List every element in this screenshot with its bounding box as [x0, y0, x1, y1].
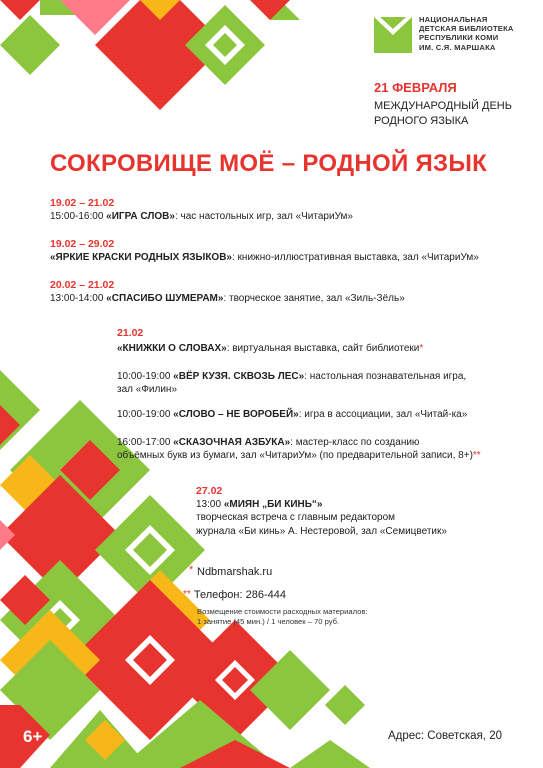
schedule-desc: : игра в ассоциации, зал «Читай-ка» — [298, 409, 468, 420]
schedule-date: 19.02 – 29.02 — [50, 238, 115, 250]
schedule-time: 15:00-16:00 — [50, 211, 107, 223]
day27-date: 27.02 — [196, 485, 223, 497]
library-name-line: ДЕТСКАЯ БИБЛИОТЕКА — [419, 24, 514, 34]
schedule-title: «ЯРКИЕ КРАСКИ РОДНЫХ ЯЗЫКОВ» — [50, 252, 232, 264]
age-rating-badge: 6+ — [23, 727, 43, 746]
main-title: СОКРОВИЩЕ МОЁ – РОДНОЙ ЯЗЫК — [50, 150, 488, 177]
schedule-title: «СЛОВО – НЕ ВОРОБЕЙ» — [173, 409, 299, 420]
schedule-text — [50, 251, 479, 264]
schedule-title: «МИЯН „БИ КИНЬ“» — [223, 499, 323, 511]
day21-item — [117, 342, 423, 355]
schedule-title: «СПАСИБО ШУМЕРАМ» — [106, 293, 224, 305]
library-name-line: ИМ. С.Я. МАРШАКА — [419, 42, 496, 52]
schedule-title: «КНИЖКИ О СЛОВАХ» — [117, 343, 227, 354]
cost-line: Возмещение стоимости расходных материалов: — [197, 607, 368, 616]
event-date: 21 ФЕВРАЛЯ — [374, 80, 457, 95]
schedule-title: «ИГРА СЛОВ» — [106, 211, 175, 223]
day21-date: 21.02 — [117, 327, 144, 339]
phone-number: Телефон: 286-444 — [193, 589, 286, 601]
schedule-desc-line2: зал «Филин» — [117, 384, 178, 396]
day21-item — [117, 370, 466, 396]
day21-item — [117, 408, 467, 421]
cost-note — [197, 607, 367, 627]
schedule-item — [50, 197, 353, 223]
library-name — [419, 15, 539, 52]
footnote-mark: ** — [472, 450, 481, 462]
top-ornament — [0, 0, 300, 110]
schedule-item — [50, 238, 479, 264]
schedule-text — [50, 292, 405, 305]
schedule-desc: : творческое занятие, зал «Зиль-Зёль» — [223, 293, 405, 305]
library-logo-icon — [374, 17, 412, 53]
schedule-item — [50, 279, 405, 305]
schedule-time: 13:00-14:00 — [50, 293, 107, 305]
cost-line: 1 занятие (45 мин.) / 1 человек – 70 руб. — [197, 617, 340, 626]
event-name — [374, 99, 539, 129]
schedule-title: «СКАЗОЧНАЯ АЗБУКА» — [173, 437, 291, 448]
schedule-desc: : настольная познавательная игра, — [304, 371, 467, 382]
schedule-time: 13:00 — [196, 499, 224, 511]
schedule-desc: : час настольных игр, зал «ЧитариУм» — [174, 211, 353, 223]
schedule-desc: : мастер-класс по созданию — [290, 437, 420, 448]
day27-desc-line: журнала «Би кинь» А. Нестеровой, зал «Семицветик» — [196, 525, 447, 537]
day21-item — [117, 436, 481, 462]
schedule-desc: : виртуальная выставка, сайт библиотеки — [226, 343, 420, 354]
library-name-line: НАЦИОНАЛЬНАЯ — [419, 15, 488, 24]
address: Адрес: Советская, 20 — [388, 730, 502, 742]
schedule-text — [50, 210, 353, 223]
schedule-time: 10:00-19:00 — [117, 409, 174, 420]
footnote-mark: ** — [183, 589, 191, 600]
schedule-title: «ВЁР КУЗЯ. СКВОЗЬ ЛЕС» — [173, 371, 305, 382]
schedule-date: 20.02 – 21.02 — [50, 279, 115, 291]
event-name-line: МЕЖДУНАРОДНЫЙ ДЕНЬ — [374, 100, 512, 112]
website-line — [189, 564, 273, 578]
schedule-desc-line2: объёмных букв из бумаги, зал «ЧитариУм» (по предварительной записи, 8+) — [117, 450, 473, 462]
footnote-mark: * — [189, 564, 194, 576]
event-name-line: РОДНОГО ЯЗЫКА — [374, 115, 469, 127]
day27-item — [196, 485, 447, 538]
schedule-time: 10:00-19:00 — [117, 371, 174, 382]
schedule-desc: : книжно-иллюстративная выставка, зал «ЧитариУм» — [232, 252, 479, 264]
schedule-time: 16:00-17:00 — [117, 437, 174, 448]
phone-line — [183, 589, 286, 601]
schedule-date: 19.02 – 21.02 — [50, 197, 115, 209]
footnote-mark: * — [419, 343, 424, 354]
bottom-ornament — [0, 370, 370, 768]
library-name-line: РЕСПУБЛИКИ КОМИ — [419, 33, 499, 43]
day27-desc-line: творческая встреча с главным редактором — [196, 512, 396, 524]
website-link[interactable]: Ndbmarshak.ru — [197, 566, 273, 578]
